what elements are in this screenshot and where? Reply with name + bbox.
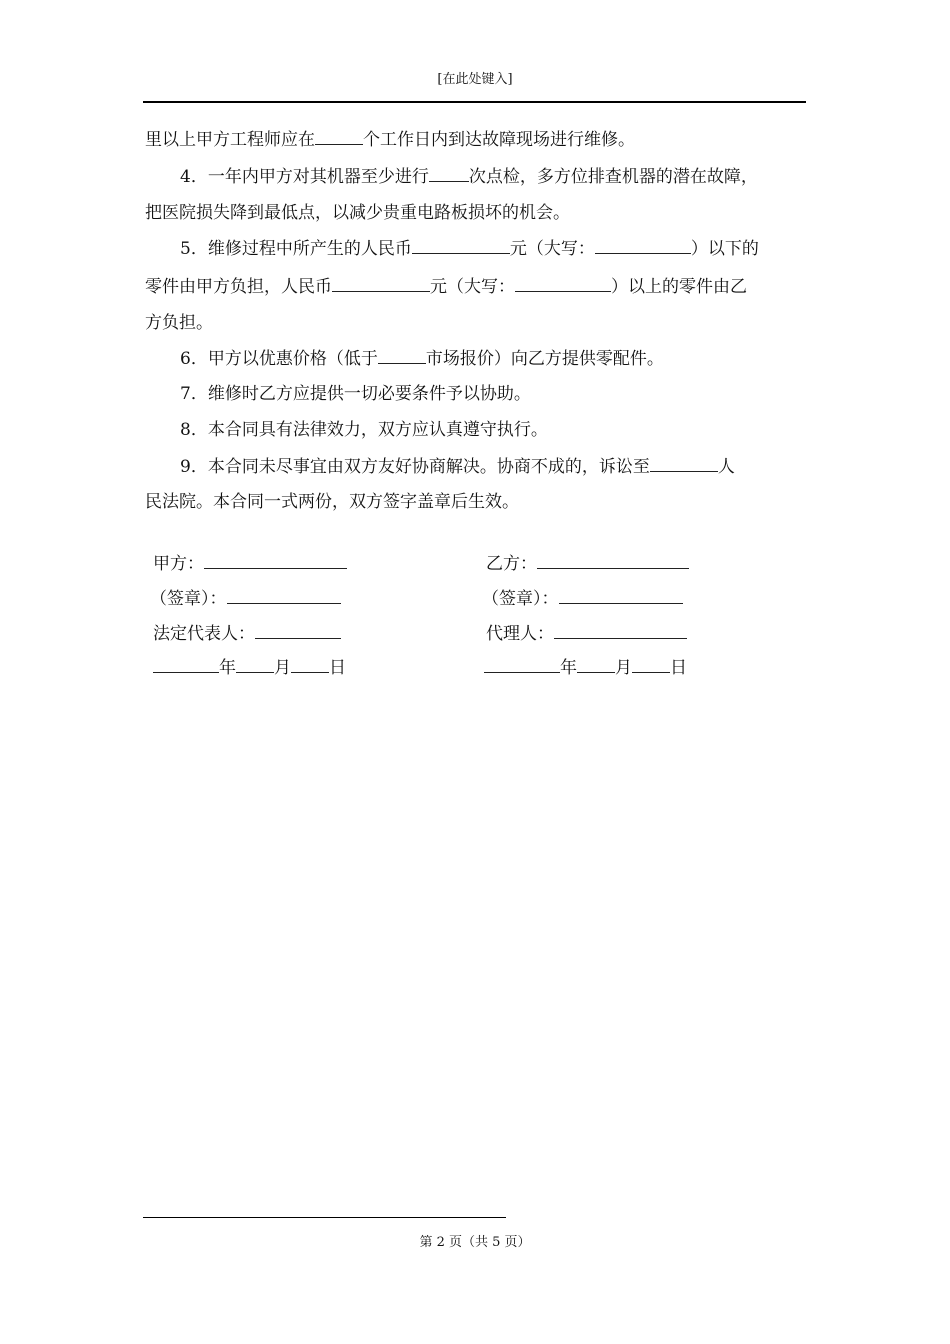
party-b-line: 乙方：	[486, 553, 689, 574]
blank-field	[559, 588, 683, 604]
blank-field	[204, 553, 347, 569]
seal-b-line: （签章）：	[482, 588, 683, 609]
seal-a-line: （签章）：	[150, 588, 341, 609]
page-header: [在此处键入]	[437, 72, 513, 87]
party-a-line: 甲方：	[153, 553, 347, 574]
blank-field	[515, 276, 611, 292]
blank-field	[315, 129, 363, 145]
body-line-3: 把医院损失降到最低点，以减少贵重电路板损坏的机会。	[145, 203, 570, 223]
legal-rep-line: 法定代表人：	[153, 623, 341, 644]
blank-field	[332, 276, 430, 292]
blank-field	[412, 238, 510, 254]
page-footer: 第 2 页（共 5 页）	[419, 1235, 531, 1250]
clause-9: 9．本合同未尽事宜由双方友好协商解决。协商不成的，诉讼至 人	[180, 457, 735, 477]
agent-line: 代理人：	[486, 623, 687, 644]
body-line-6: 方负担。	[145, 313, 213, 333]
body-line-5: 零件由甲方负担，人民币 元（大写： ）以上的零件由乙	[145, 277, 747, 297]
clause-8: 8．本合同具有法律效力，双方应认真遵守执行。	[180, 420, 548, 440]
body-line-1: 里以上甲方工程师应在 个工作日内到达故障现场进行维修。	[145, 130, 635, 150]
blank-field	[650, 456, 718, 472]
blank-field	[632, 657, 670, 673]
clause-4: 4．一年内甲方对其机器至少进行 次点检，多方位排查机器的潜在故障，	[180, 167, 758, 187]
clause-7: 7．维修时乙方应提供一切必要条件予以协助。	[180, 384, 531, 404]
date-line-b: 年 月 日	[484, 657, 687, 678]
blank-field	[429, 166, 469, 182]
date-line-a: 年 月 日	[153, 657, 346, 678]
blank-field	[484, 657, 560, 673]
clause-5: 5．维修过程中所产生的人民币 元（大写： ）以下的	[180, 239, 759, 259]
blank-field	[554, 623, 687, 639]
footer-rule	[143, 1217, 506, 1218]
blank-field	[577, 657, 615, 673]
header-rule	[143, 101, 806, 103]
blank-field	[378, 348, 426, 364]
blank-field	[255, 623, 341, 639]
body-line-11: 民法院。本合同一式两份，双方签字盖章后生效。	[145, 492, 519, 512]
blank-field	[595, 238, 691, 254]
blank-field	[236, 657, 274, 673]
blank-field	[291, 657, 329, 673]
blank-field	[537, 553, 689, 569]
blank-field	[227, 588, 341, 604]
blank-field	[153, 657, 219, 673]
clause-6: 6．甲方以优惠价格（低于 市场报价）向乙方提供零配件。	[180, 349, 664, 369]
